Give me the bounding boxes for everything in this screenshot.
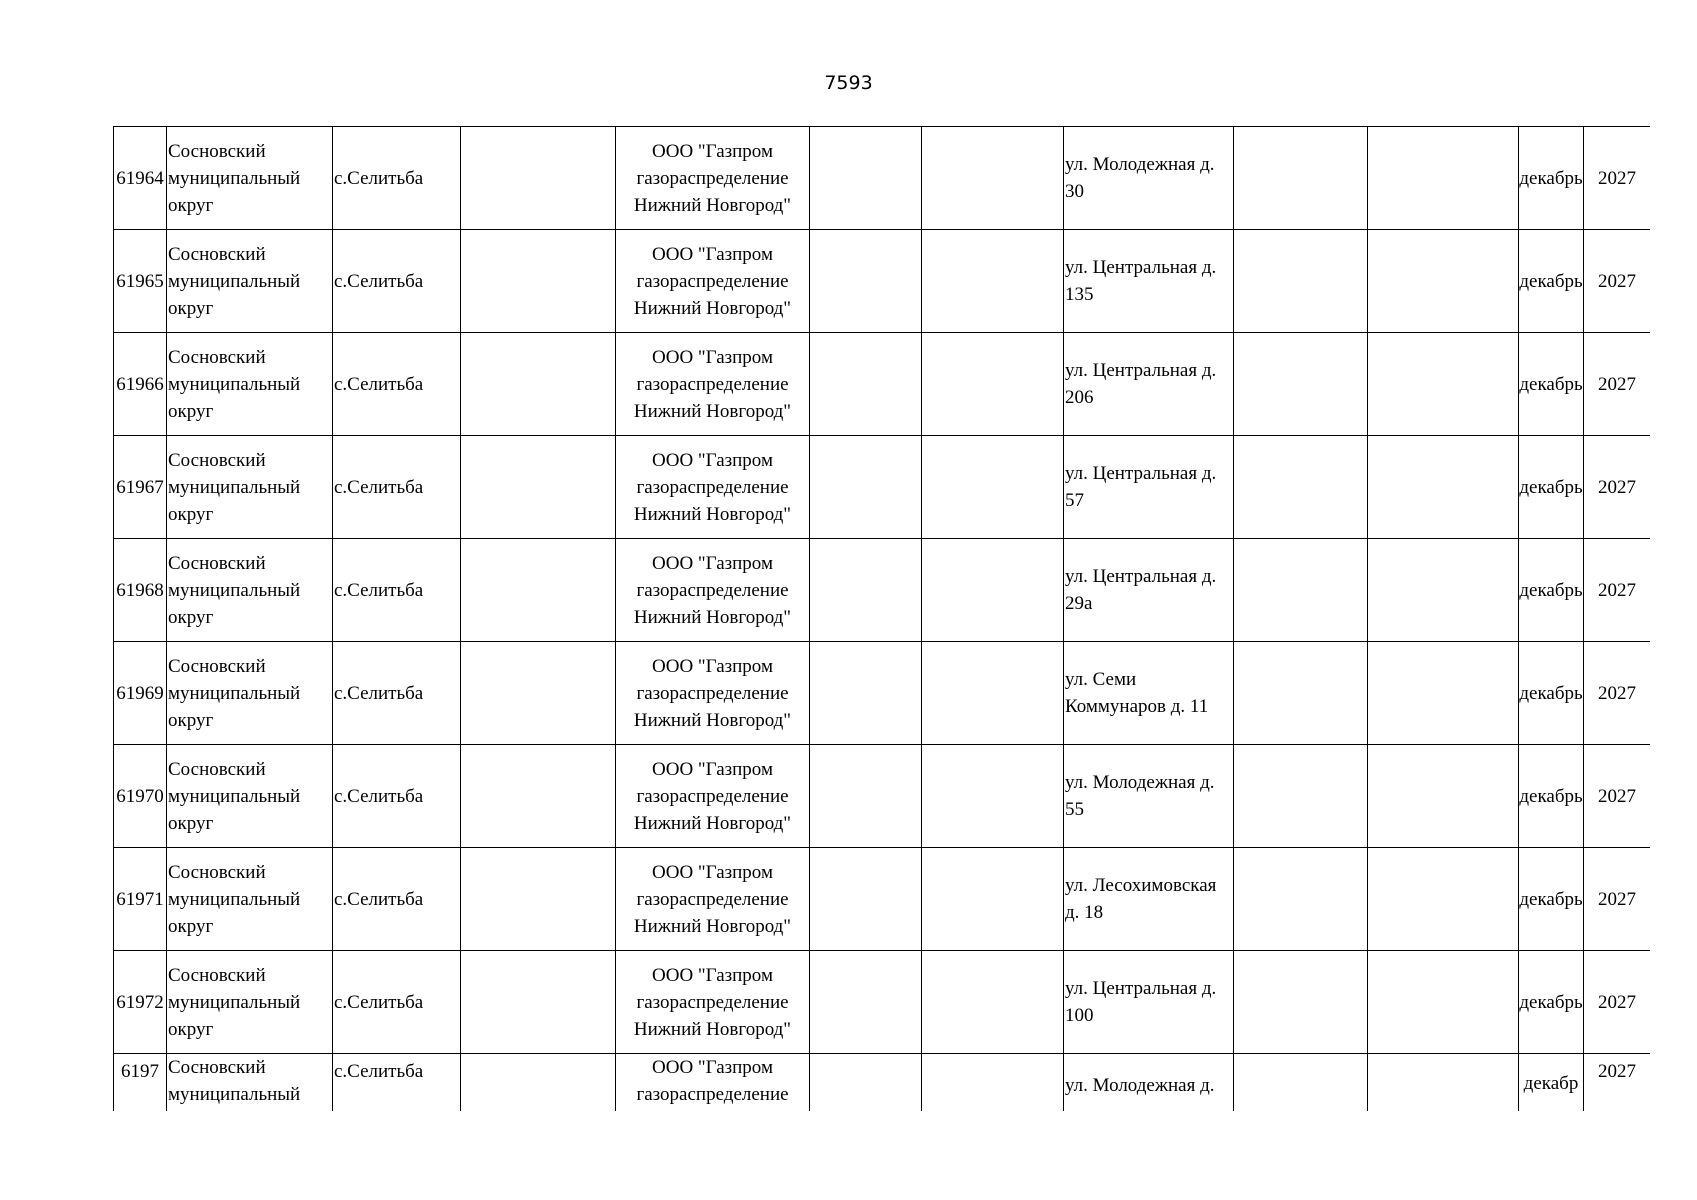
cell-month: декабрь: [1519, 642, 1584, 745]
cell-organization: ООО "Газпром газораспределение Нижний Новгород": [616, 230, 810, 333]
cell-district: Сосновский муниципальный округ: [167, 539, 333, 642]
cell-empty: [1234, 848, 1368, 951]
cell-empty: [461, 127, 616, 230]
table-row: [114, 230, 1651, 333]
cell-empty: [461, 539, 616, 642]
cell-empty: [461, 951, 616, 1054]
cell-year: 2027: [1584, 539, 1651, 642]
cell-empty: [1234, 642, 1368, 745]
table-row: [114, 745, 1651, 848]
cell-empty: [1368, 1054, 1519, 1112]
cell-organization: ООО "Газпром газораспределение Нижний Новгород": [616, 848, 810, 951]
cell-month: декабрь: [1519, 539, 1584, 642]
cell-empty: [461, 1054, 616, 1112]
cell-number: 61964: [114, 127, 167, 230]
cell-address: ул. Молодежная д. 55: [1064, 745, 1234, 848]
table-row: [114, 436, 1651, 539]
cell-year: 2027: [1584, 848, 1651, 951]
cell-empty: [1368, 127, 1519, 230]
cell-month: декабрь: [1519, 333, 1584, 436]
cell-address: ул. Лесохимовская д. 18: [1064, 848, 1234, 951]
cell-empty: [1368, 230, 1519, 333]
cell-empty: [1234, 436, 1368, 539]
cell-empty: [1368, 848, 1519, 951]
cell-district: Сосновский муниципальный округ: [167, 745, 333, 848]
cell-district: Сосновский муниципальный округ: [167, 951, 333, 1054]
cell-district: Сосновский муниципальный округ: [167, 848, 333, 951]
records-table-wrapper: [113, 126, 1650, 1111]
cell-empty: [1368, 745, 1519, 848]
cell-empty: [461, 745, 616, 848]
cell-settlement: с.Селитьба: [333, 848, 461, 951]
cell-organization: ООО "Газпром газораспределение Нижний Новгород": [616, 127, 810, 230]
cell-organization: ООО "Газпром газораспределение Нижний Новгород": [616, 333, 810, 436]
cell-number: 61965: [114, 230, 167, 333]
cell-empty: [922, 127, 1064, 230]
cell-empty: [1234, 230, 1368, 333]
table-body: [114, 127, 1651, 1112]
cell-year: 2027: [1584, 1054, 1651, 1112]
table-row: [114, 951, 1651, 1054]
cell-settlement: с.Селитьба: [333, 333, 461, 436]
cell-year: 2027: [1584, 745, 1651, 848]
cell-address: ул. Молодежная д. 30: [1064, 127, 1234, 230]
cell-number: 61966: [114, 333, 167, 436]
cell-month: декабрь: [1519, 745, 1584, 848]
cell-empty: [1234, 951, 1368, 1054]
cell-empty: [922, 642, 1064, 745]
cell-empty: [810, 127, 922, 230]
cell-empty: [1234, 745, 1368, 848]
cell-empty: [461, 848, 616, 951]
cell-empty: [1234, 333, 1368, 436]
cell-empty: [810, 230, 922, 333]
cell-district: Сосновский муниципальный округ: [167, 230, 333, 333]
cell-month: декабрь: [1519, 436, 1584, 539]
cell-number: 61969: [114, 642, 167, 745]
cell-year: 2027: [1584, 230, 1651, 333]
cell-address: ул. Центральная д. 135: [1064, 230, 1234, 333]
cell-district: Сосновский муниципальный округ: [167, 642, 333, 745]
cell-settlement: с.Селитьба: [333, 642, 461, 745]
cell-empty: [810, 539, 922, 642]
cell-empty: [810, 745, 922, 848]
cell-address: ул. Центральная д. 206: [1064, 333, 1234, 436]
cell-empty: [810, 333, 922, 436]
records-table: [113, 126, 1650, 1111]
cell-year: 2027: [1584, 642, 1651, 745]
cell-empty: [1368, 333, 1519, 436]
cell-settlement: с.Селитьба: [333, 539, 461, 642]
cell-empty: [461, 333, 616, 436]
cell-empty: [810, 1054, 922, 1112]
cell-month: декабрь: [1519, 848, 1584, 951]
cell-number: 6197: [114, 1054, 167, 1112]
cell-address: ул. Семи Коммунаров д. 11: [1064, 642, 1234, 745]
cell-organization: ООО "Газпром газораспределение Нижний Новгород": [616, 436, 810, 539]
page-number: 7593: [824, 72, 873, 94]
cell-empty: [1368, 539, 1519, 642]
cell-empty: [1234, 539, 1368, 642]
cell-settlement: с.Селитьба: [333, 745, 461, 848]
cell-year: 2027: [1584, 436, 1651, 539]
cell-address: ул. Центральная д. 57: [1064, 436, 1234, 539]
cell-month: декабрь: [1519, 127, 1584, 230]
cell-organization: ООО "Газпром газораспределение Нижний Новгород": [616, 642, 810, 745]
cell-year: 2027: [1584, 951, 1651, 1054]
cell-year: 2027: [1584, 127, 1651, 230]
cell-number: 61971: [114, 848, 167, 951]
cell-address: ул. Молодежная д.: [1064, 1054, 1234, 1112]
table-row: [114, 848, 1651, 951]
cell-settlement: с.Селитьба: [333, 230, 461, 333]
cell-empty: [922, 745, 1064, 848]
table-row: [114, 539, 1651, 642]
cell-empty: [810, 848, 922, 951]
cell-settlement: с.Селитьба: [333, 436, 461, 539]
cell-number: 61972: [114, 951, 167, 1054]
cell-year: 2027: [1584, 333, 1651, 436]
cell-empty: [922, 230, 1064, 333]
cell-settlement: с.Селитьба: [333, 951, 461, 1054]
cell-empty: [1234, 1054, 1368, 1112]
cell-settlement: с.Селитьба: [333, 127, 461, 230]
cell-settlement: с.Селитьба: [333, 1054, 461, 1112]
cell-organization: ООО "Газпром газораспределение Нижний Новгород": [616, 539, 810, 642]
cell-month: декабр: [1519, 1054, 1584, 1112]
cell-district: Сосновский муниципальный округ: [167, 436, 333, 539]
cell-month: декабрь: [1519, 951, 1584, 1054]
cell-organization: ООО "Газпром газораспределение Нижний Новгород": [616, 951, 810, 1054]
cell-month: декабрь: [1519, 230, 1584, 333]
table-row: [114, 127, 1651, 230]
cell-empty: [922, 333, 1064, 436]
cell-empty: [810, 436, 922, 539]
cell-empty: [922, 1054, 1064, 1112]
cell-empty: [922, 951, 1064, 1054]
cell-empty: [1368, 642, 1519, 745]
cell-empty: [1368, 951, 1519, 1054]
cell-organization: ООО "Газпром газораспределение: [616, 1054, 810, 1112]
table-row: [114, 333, 1651, 436]
cell-district: Сосновский муниципальный округ: [167, 127, 333, 230]
cell-number: 61967: [114, 436, 167, 539]
cell-empty: [461, 436, 616, 539]
cell-empty: [922, 436, 1064, 539]
cell-empty: [1368, 436, 1519, 539]
cell-empty: [461, 642, 616, 745]
cell-empty: [810, 642, 922, 745]
cell-number: 61970: [114, 745, 167, 848]
cell-number: 61968: [114, 539, 167, 642]
cell-address: ул. Центральная д. 100: [1064, 951, 1234, 1054]
cell-empty: [810, 951, 922, 1054]
cell-district: Сосновский муниципальный: [167, 1054, 333, 1112]
cell-empty: [461, 230, 616, 333]
cell-organization: ООО "Газпром газораспределение Нижний Новгород": [616, 745, 810, 848]
cell-empty: [922, 848, 1064, 951]
cell-district: Сосновский муниципальный округ: [167, 333, 333, 436]
table-row: [114, 1054, 1651, 1112]
cell-empty: [922, 539, 1064, 642]
table-row: [114, 642, 1651, 745]
cell-address: ул. Центральная д. 29а: [1064, 539, 1234, 642]
cell-empty: [1234, 127, 1368, 230]
